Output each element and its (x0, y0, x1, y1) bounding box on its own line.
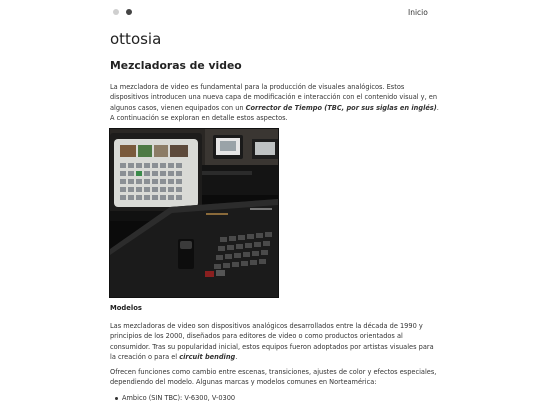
models-paragraph (110, 321, 440, 363)
video-mixer-illustration (110, 129, 278, 297)
site-title[interactable]: ottosia (110, 30, 162, 48)
models-list (110, 394, 235, 402)
list-item: Ambico (SIN TBC): V-6300, V-0300 (110, 394, 235, 402)
slide-dot-active[interactable] (126, 9, 132, 15)
intro-paragraph (110, 82, 440, 124)
article-heading: Mezcladoras de video (110, 59, 242, 72)
models-text-start: Las mezcladoras de video son dispositivos analógicos desarrollados entre la década de 1990 y principios de los 2000, diseñados para editores de video o como productos orientados al consumidor. Tras su popularidad inicial, estos equipos fueron adoptados por artistas visuales para la creación o para el (110, 322, 434, 362)
nav-home-link[interactable]: Inicio (408, 8, 428, 17)
intro-text-start: La mezcladora de video es fundamental para la producción de visuales analógicos. Estos dispositivos introducen una nueva capa de modificación e interacción con el contenido visual y, en algunos casos, vienen equipados con un (110, 83, 437, 112)
intro-emphasis: Corrector de Tiempo (TBC, por sus siglas en inglés) (245, 103, 437, 112)
intro-text-end: . A continuación se exploran en detalle estos aspectos. (110, 103, 439, 123)
slide-dot-inactive[interactable] (113, 9, 119, 15)
models-emphasis: circuit bending (179, 353, 236, 362)
models-text-end: . (235, 353, 238, 362)
section-heading-models: Modelos (110, 304, 142, 312)
functions-paragraph: Ofrecen funciones como cambio entre escenas, transiciones, ajustes de color y efectos especiales, dependiendo del modelo. Algunas marcas y modelos comunes en Norteamérica: (110, 368, 437, 387)
slide-indicator (113, 9, 132, 15)
video-mixer-photo (109, 128, 279, 298)
